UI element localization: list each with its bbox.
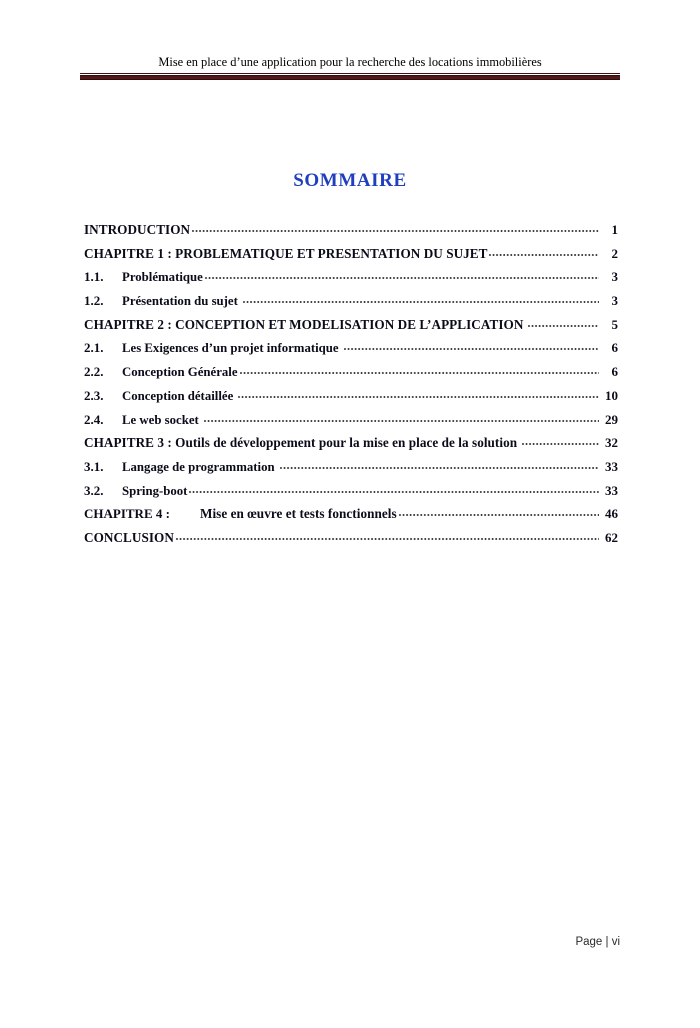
toc-entry-page-number: 3 [611,293,618,309]
running-header [80,54,620,80]
toc-entry[interactable] [84,529,618,553]
header-rule [80,73,620,80]
toc-entry-label: CHAPITRE 3 : Outils de développement pour la mise en place de la solution [84,435,518,451]
toc-dot-leader [243,292,599,305]
toc-entry[interactable] [84,458,618,482]
toc-entry-number: 1.1. [84,269,104,285]
toc-entry-label: Les Exigences d’un projet informatique [122,341,339,356]
toc-entry[interactable] [84,434,618,458]
toc-entry-label: Présentation du sujet [122,294,238,309]
toc-entry-label: CONCLUSION [84,529,174,545]
toc-dot-leader [280,458,599,471]
toc-entry-page-number: 5 [611,316,618,332]
toc-entry-page-number: 3 [611,269,618,285]
toc-dot-leader [399,505,599,518]
toc-entry-label: Langage de programmation [122,459,275,474]
toc-entry[interactable] [84,221,618,245]
toc-entry-label: Le web socket [122,412,199,427]
toc-entry-number: 3.2. [84,482,104,498]
table-of-contents [84,221,618,553]
toc-entry-label: CHAPITRE 1 : PROBLEMATIQUE ET PRESENTATION DU SUJET [84,245,488,261]
toc-dot-leader [189,482,599,495]
header-rule-thick-line [80,75,620,80]
toc-dot-leader [238,387,599,400]
toc-entry[interactable] [84,482,618,506]
toc-entry-label: Conception Générale [122,365,238,380]
toc-entry[interactable] [84,268,618,292]
page-title: SOMMAIRE [293,170,407,191]
toc-entry[interactable] [84,411,618,435]
toc-entry-page-number: 33 [605,482,618,498]
toc-dot-leader [204,411,599,424]
toc-entry-page-number: 6 [611,364,618,380]
toc-entry-number: 1.2. [84,293,104,309]
toc-entry-page-number: 29 [605,411,618,427]
toc-entry-label: CHAPITRE 2 : CONCEPTION ET MODELISATION DE L’APPLICATION [84,316,524,332]
toc-dot-leader [192,221,599,234]
toc-entry-number: 2.3. [84,387,104,403]
footer-page-number: Page | vi [575,936,620,948]
toc-entry[interactable] [84,505,618,529]
toc-entry-number: CHAPITRE 4 : [84,506,170,522]
toc-entry-label: Problématique [122,270,203,285]
toc-dot-leader [528,316,599,329]
toc-entry-page-number: 46 [605,506,618,522]
toc-entry-label: Spring-boot [122,483,188,498]
toc-dot-leader [205,268,599,281]
toc-entry-number: 2.4. [84,411,104,427]
toc-entry-page-number: 10 [605,387,618,403]
toc-entry-label: INTRODUCTION [84,222,191,237]
toc-entry-page-number: 33 [605,458,618,474]
toc-dot-leader [176,529,599,542]
toc-entry-number: 3.1. [84,458,104,474]
toc-entry-page-number: 32 [605,435,618,451]
toc-entry-number: 2.1. [84,340,104,356]
toc-entry-page-number: 1 [611,222,618,237]
toc-dot-leader [344,339,599,352]
toc-entry[interactable] [84,387,618,411]
toc-entry-number: 2.2. [84,364,104,380]
toc-dot-leader [240,363,599,376]
toc-entry[interactable] [84,316,618,340]
toc-entry-label: Conception détaillée [122,388,234,403]
toc-dot-leader [489,245,599,258]
toc-entry-page-number: 6 [611,340,618,356]
toc-dot-leader [522,434,599,447]
toc-entry[interactable] [84,363,618,387]
running-header-title: Mise en place d’une application pour la recherche des locations immobilières [158,55,542,69]
toc-entry[interactable] [84,245,618,269]
toc-entry[interactable] [84,292,618,316]
toc-entry-page-number: 2 [611,245,618,261]
toc-entry[interactable] [84,339,618,363]
toc-entry-label: Mise en œuvre et tests fonctionnels [199,506,397,522]
toc-entry-page-number: 62 [605,529,618,545]
